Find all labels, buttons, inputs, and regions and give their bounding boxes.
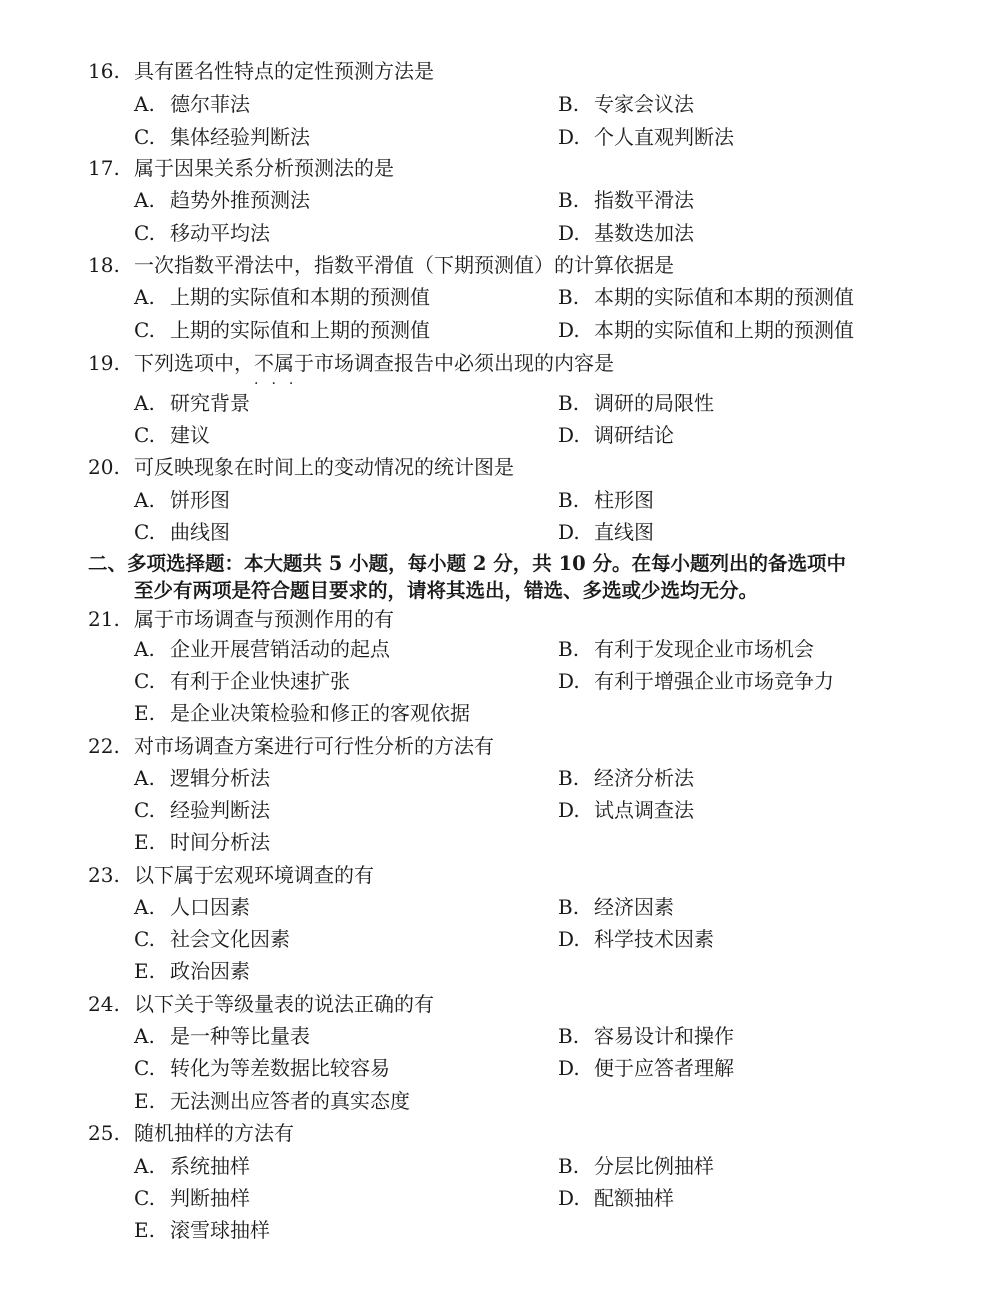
question-number: 18. xyxy=(88,253,120,277)
option-d: D. 个人直观判断法 xyxy=(558,125,734,149)
section-heading: 二、多项选择题：本大题共 5 小题，每小题 2 分，共 10 分。在每小题列出的备选项中 xyxy=(88,552,847,575)
option-a: A. 是一种等比量表 xyxy=(134,1024,310,1048)
option-a: A. 上期的实际值和本期的预测值 xyxy=(134,285,430,309)
question-number: 19. xyxy=(88,351,120,375)
question-stem: 具有匿名性特点的定性预测方法是 xyxy=(134,59,434,83)
option-a: A. 逻辑分析法 xyxy=(134,766,270,790)
option-a: A. 企业开展营销活动的起点 xyxy=(134,637,390,661)
question-stem: 一次指数平滑法中，指数平滑值（下期预测值）的计算依据是 xyxy=(134,253,674,277)
option-c: C. 集体经验判断法 xyxy=(134,125,310,149)
question-stem: 以下关于等级量表的说法正确的有 xyxy=(134,992,434,1016)
option-e: E. 是企业决策检验和修正的客观依据 xyxy=(134,701,470,725)
emphasized-text: 不属于 ··· xyxy=(254,351,314,375)
option-b: B. 有利于发现企业市场机会 xyxy=(558,637,814,661)
option-a: A. 系统抽样 xyxy=(134,1154,250,1178)
option-b: B. 经济因素 xyxy=(558,895,674,919)
option-d: D. 有利于增强企业市场竞争力 xyxy=(558,669,834,693)
question-stem: 下列选项中，不属于 ··· 市场调查报告中必须出现的内容是 xyxy=(134,350,614,376)
option-a: A. 德尔菲法 xyxy=(134,92,250,116)
option-b: B. 分层比例抽样 xyxy=(558,1154,714,1178)
option-a: A. 饼形图 xyxy=(134,488,230,512)
question-stem: 属于市场调查与预测作用的有 xyxy=(134,607,394,631)
option-c: C. 转化为等差数据比较容易 xyxy=(134,1056,390,1080)
question-stem: 随机抽样的方法有 xyxy=(134,1121,294,1145)
option-e: E. 滚雪球抽样 xyxy=(134,1218,270,1242)
option-c: C. 社会文化因素 xyxy=(134,927,290,951)
option-a: A. 人口因素 xyxy=(134,895,250,919)
option-d: D. 直线图 xyxy=(558,520,654,544)
question-number: 22. xyxy=(88,734,120,758)
option-d: D. 便于应答者理解 xyxy=(558,1056,734,1080)
option-b: B. 本期的实际值和本期的预测值 xyxy=(558,285,854,309)
option-c: C. 判断抽样 xyxy=(134,1186,250,1210)
option-e: E. 时间分析法 xyxy=(134,830,270,854)
option-b: B. 经济分析法 xyxy=(558,766,694,790)
option-d: D. 本期的实际值和上期的预测值 xyxy=(558,318,854,342)
option-b: B. 柱形图 xyxy=(558,488,654,512)
emphasis-dots: ··· xyxy=(254,376,307,392)
question-number: 23. xyxy=(88,863,120,887)
option-b: B. 容易设计和操作 xyxy=(558,1024,734,1048)
question-number: 21. xyxy=(88,607,120,631)
option-b: B. 调研的局限性 xyxy=(558,391,714,415)
option-c: C. 有利于企业快速扩张 xyxy=(134,669,350,693)
question-stem: 对市场调查方案进行可行性分析的方法有 xyxy=(134,734,494,758)
option-b: B. 指数平滑法 xyxy=(558,188,694,212)
option-c: C. 经验判断法 xyxy=(134,798,270,822)
question-stem: 属于因果关系分析预测法的是 xyxy=(134,156,394,180)
question-number: 16. xyxy=(88,59,120,83)
option-c: C. 建议 xyxy=(134,423,210,447)
question-stem: 以下属于宏观环境调查的有 xyxy=(134,863,374,887)
option-a: A. 研究背景 xyxy=(134,391,250,415)
question-stem: 可反映现象在时间上的变动情况的统计图是 xyxy=(134,455,514,479)
option-c: C. 上期的实际值和上期的预测值 xyxy=(134,318,430,342)
question-number: 24. xyxy=(88,992,120,1016)
option-b: B. 专家会议法 xyxy=(558,92,694,116)
option-d: D. 配额抽样 xyxy=(558,1186,674,1210)
section-instructions: 至少有两项是符合题目要求的，请将其选出，错选、多选或少选均无分。 xyxy=(134,579,759,602)
question-number: 25. xyxy=(88,1121,120,1145)
option-c: C. 曲线图 xyxy=(134,520,230,544)
option-c: C. 移动平均法 xyxy=(134,221,270,245)
option-d: D. 科学技术因素 xyxy=(558,927,714,951)
question-number: 20. xyxy=(88,455,120,479)
question-number: 17. xyxy=(88,156,120,180)
option-d: D. 调研结论 xyxy=(558,423,674,447)
option-e: E. 政治因素 xyxy=(134,959,250,983)
option-d: D. 基数迭加法 xyxy=(558,221,694,245)
option-e: E. 无法测出应答者的真实态度 xyxy=(134,1089,410,1113)
option-a: A. 趋势外推预测法 xyxy=(134,188,310,212)
option-d: D. 试点调查法 xyxy=(558,798,694,822)
